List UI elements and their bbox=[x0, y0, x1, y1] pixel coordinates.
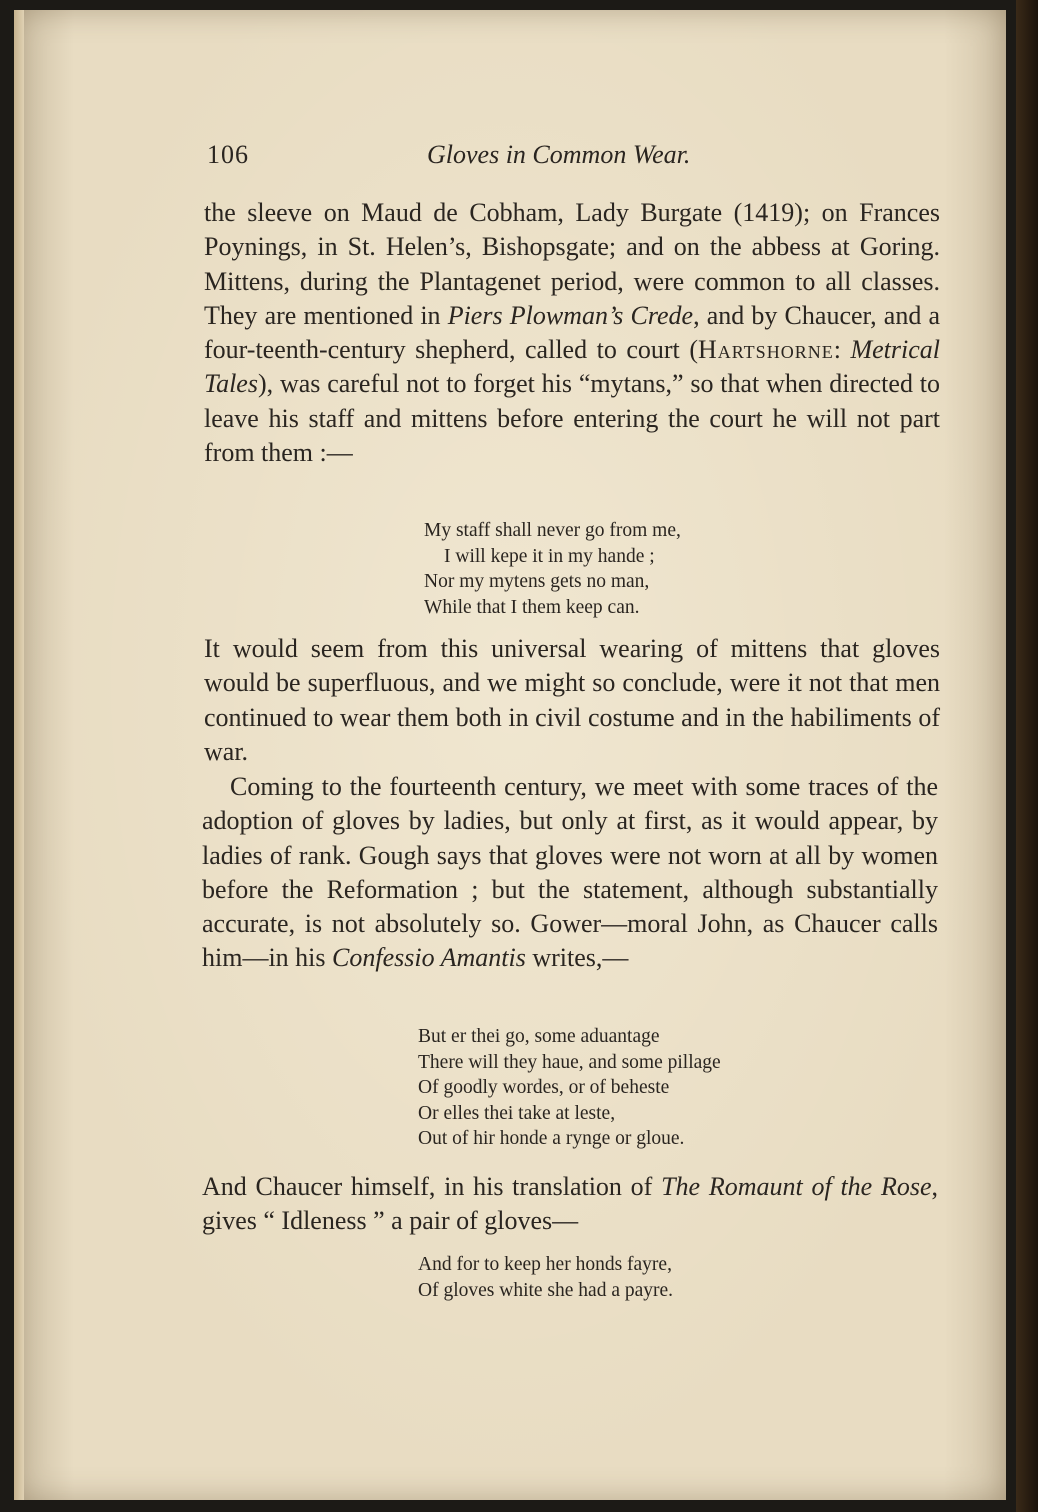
running-head: Gloves in Common Wear. bbox=[427, 140, 691, 169]
paragraph-1 bbox=[204, 196, 940, 470]
page-edge bbox=[14, 10, 24, 1500]
para3-text-1: Coming to the fourteenth century, we meet with some traces of the adoption of gloves by ladies, but only at first, as it would appear, by ladies of rank. Gough says that gloves were not worn at all by women before the Reformation ; but the statement, although substantially accurate, is not absolutely so. Gower—moral John, as Chaucer calls him—in his bbox=[202, 772, 938, 973]
verse-line: But er thei go, some aduantage bbox=[418, 1026, 660, 1047]
para4-text-2: , gives “ Idleness ” a pair of gloves— bbox=[202, 1172, 938, 1236]
verse-line: Or elles thei take at leste, bbox=[418, 1102, 616, 1124]
verse-line: I will kepe it in my hande ; bbox=[444, 545, 655, 567]
verse-block-2 bbox=[418, 1024, 721, 1152]
verse-line: There will they haue, and some pillage bbox=[418, 1051, 721, 1073]
verse-block-1 bbox=[424, 518, 681, 620]
paragraph-3 bbox=[202, 770, 938, 976]
verse-line: While that I them keep can. bbox=[424, 596, 640, 618]
verse-line: My staff shall never go from me, bbox=[424, 520, 681, 541]
para1-title-piers-plowman: Piers Plowman’s Crede bbox=[447, 300, 694, 330]
para1-text-3: : bbox=[833, 335, 851, 365]
para1-text-2: , and by Chaucer, and a four-teenth-century shepherd, called to court ( bbox=[204, 300, 940, 365]
para3-text-2: writes,— bbox=[525, 943, 629, 973]
verse-line: Of goodly wordes, or of beheste bbox=[418, 1077, 670, 1099]
page-number: 106 bbox=[207, 140, 249, 169]
verse-block-3 bbox=[418, 1252, 673, 1303]
paragraph-4 bbox=[202, 1170, 938, 1239]
para1-title-metrical-tales: Metrical Tales bbox=[204, 335, 940, 399]
para4-title-romaunt-of-the-rose: The Romaunt of the Rose bbox=[661, 1172, 932, 1201]
verse-line: Nor my mytens gets no man, bbox=[424, 571, 650, 593]
page-header bbox=[207, 140, 767, 176]
para3-title-confessio-amantis: Confessio Amantis bbox=[332, 943, 526, 973]
book-spine bbox=[1016, 0, 1038, 1512]
verse-line: And for to keep her honds fayre, bbox=[418, 1254, 672, 1275]
verse-line: Out of hir honde a rynge or gloue. bbox=[418, 1128, 685, 1150]
paragraph-2: It would seem from this universal wearing of mittens that gloves would be superfluous, and we might so conclude, were it not that men continued to wear them both in civil costume and in the habiliments of war. bbox=[204, 634, 940, 766]
para4-text-1: And Chaucer himself, in his translation of bbox=[202, 1172, 662, 1201]
para1-text-1: the sleeve on Maud de Cobham, Lady Burgate (1419); on Frances Poynings, in St. Helen’s, Bishopsgate; and on the abbess at Goring. Mittens, during the Plantagenet period, were common to all classes. They are mentioned in bbox=[204, 198, 940, 330]
para1-text-4: ), was careful not to forget his “mytans,” so that when directed to leave his staff and mittens before entering the court he will not part from them :— bbox=[204, 369, 940, 468]
verse-line: Of gloves white she had a payre. bbox=[418, 1279, 674, 1301]
para1-author-hartshorne: Hartshorne bbox=[697, 335, 834, 365]
